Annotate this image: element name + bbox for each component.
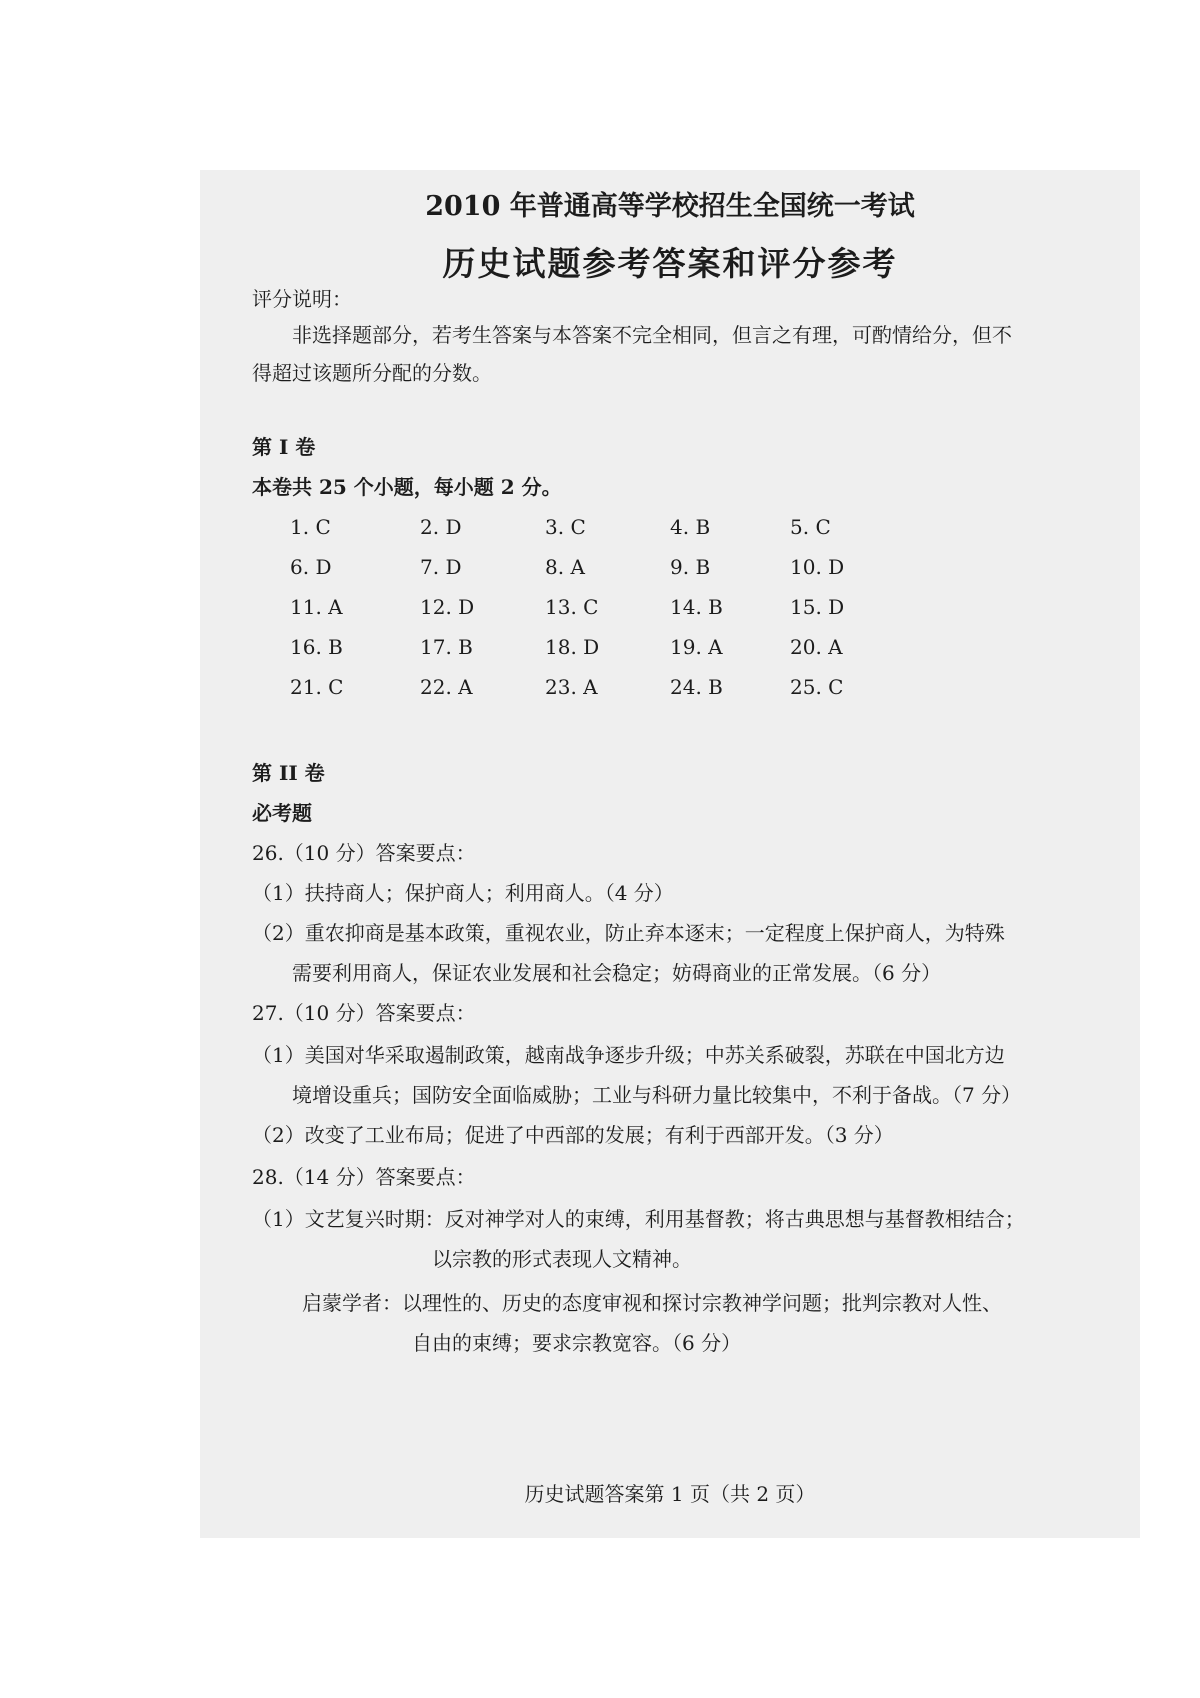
answer-item: 24. B <box>670 675 723 699</box>
answer-item: 18. D <box>545 635 600 659</box>
required-section-heading: 必考题 <box>252 801 312 825</box>
answer-item: 8. A <box>545 555 585 579</box>
answer-item: 17. B <box>420 635 473 659</box>
q26-answer-1: （1）扶持商人；保护商人；利用商人。（4 分） <box>252 881 674 905</box>
q27-answer-1-line1: （1）美国对华采取遏制政策，越南战争逐步升级；中苏关系破裂，苏联在中国北方边 <box>252 1043 1005 1067</box>
answer-item: 3. C <box>545 515 586 539</box>
page-footer: 历史试题答案第 1 页（共 2 页） <box>524 1482 816 1506</box>
answer-item: 14. B <box>670 595 723 619</box>
q26-answer-2-line2: 需要利用商人，保证农业发展和社会稳定；妨碍商业的正常发展。（6 分） <box>292 961 942 985</box>
answer-item: 19. A <box>670 635 723 659</box>
answer-item: 4. B <box>670 515 711 539</box>
q28-answer-1-line2: 以宗教的形式表现人文精神。 <box>432 1247 692 1271</box>
answer-item: 1. C <box>290 515 331 539</box>
part1-heading: 第 I 卷 <box>252 435 316 459</box>
answer-item: 15. D <box>790 595 845 619</box>
answer-item: 2. D <box>420 515 462 539</box>
answer-item: 20. A <box>790 635 843 659</box>
q27-answer-1-line2: 境增设重兵；国防安全面临威胁；工业与科研力量比较集中，不利于备战。（7 分） <box>292 1083 1022 1107</box>
answer-item: 10. D <box>790 555 845 579</box>
answer-sheet-page <box>200 170 1140 1538</box>
answer-item: 21. C <box>290 675 344 699</box>
answer-item: 9. B <box>670 555 711 579</box>
q28-answer-1-line4: 自由的束缚；要求宗教宽容。（6 分） <box>412 1331 742 1355</box>
q28-answer-1-line3: 启蒙学者：以理性的、历史的态度审视和探讨宗教神学问题；批判宗教对人性、 <box>302 1291 1002 1315</box>
q27-title: 27.（10 分）答案要点： <box>252 1001 476 1025</box>
answer-item: 13. C <box>545 595 599 619</box>
scoring-text-line1: 非选择题部分，若考生答案与本答案不完全相同，但言之有理，可酌情给分，但不 <box>292 323 1012 347</box>
q28-answer-1-line1: （1）文艺复兴时期：反对神学对人的束缚，利用基督教；将古典思想与基督教相结合； <box>252 1207 1025 1231</box>
exam-subtitle: 历史试题参考答案和评分参考 <box>442 244 898 283</box>
answer-item: 6. D <box>290 555 332 579</box>
q28-title: 28.（14 分）答案要点： <box>252 1165 476 1189</box>
scoring-text-line2: 得超过该题所分配的分数。 <box>252 361 492 385</box>
q26-title: 26.（10 分）答案要点： <box>252 841 476 865</box>
answer-item: 23. A <box>545 675 598 699</box>
q26-answer-2-line1: （2）重农抑商是基本政策，重视农业，防止弃本逐末；一定程度上保护商人，为特殊 <box>252 921 1005 945</box>
answer-item: 12. D <box>420 595 475 619</box>
exam-title: 2010 年普通高等学校招生全国统一考试 <box>425 191 915 222</box>
part1-note: 本卷共 25 个小题，每小题 2 分。 <box>252 475 562 499</box>
scoring-heading: 评分说明： <box>252 287 352 311</box>
part2-heading: 第 II 卷 <box>252 761 325 785</box>
answer-item: 5. C <box>790 515 831 539</box>
answer-item: 7. D <box>420 555 462 579</box>
answer-item: 16. B <box>290 635 343 659</box>
answer-item: 25. C <box>790 675 844 699</box>
q27-answer-2: （2）改变了工业布局；促进了中西部的发展；有利于西部开发。（3 分） <box>252 1123 894 1147</box>
answer-item: 22. A <box>420 675 473 699</box>
answer-item: 11. A <box>290 595 343 619</box>
